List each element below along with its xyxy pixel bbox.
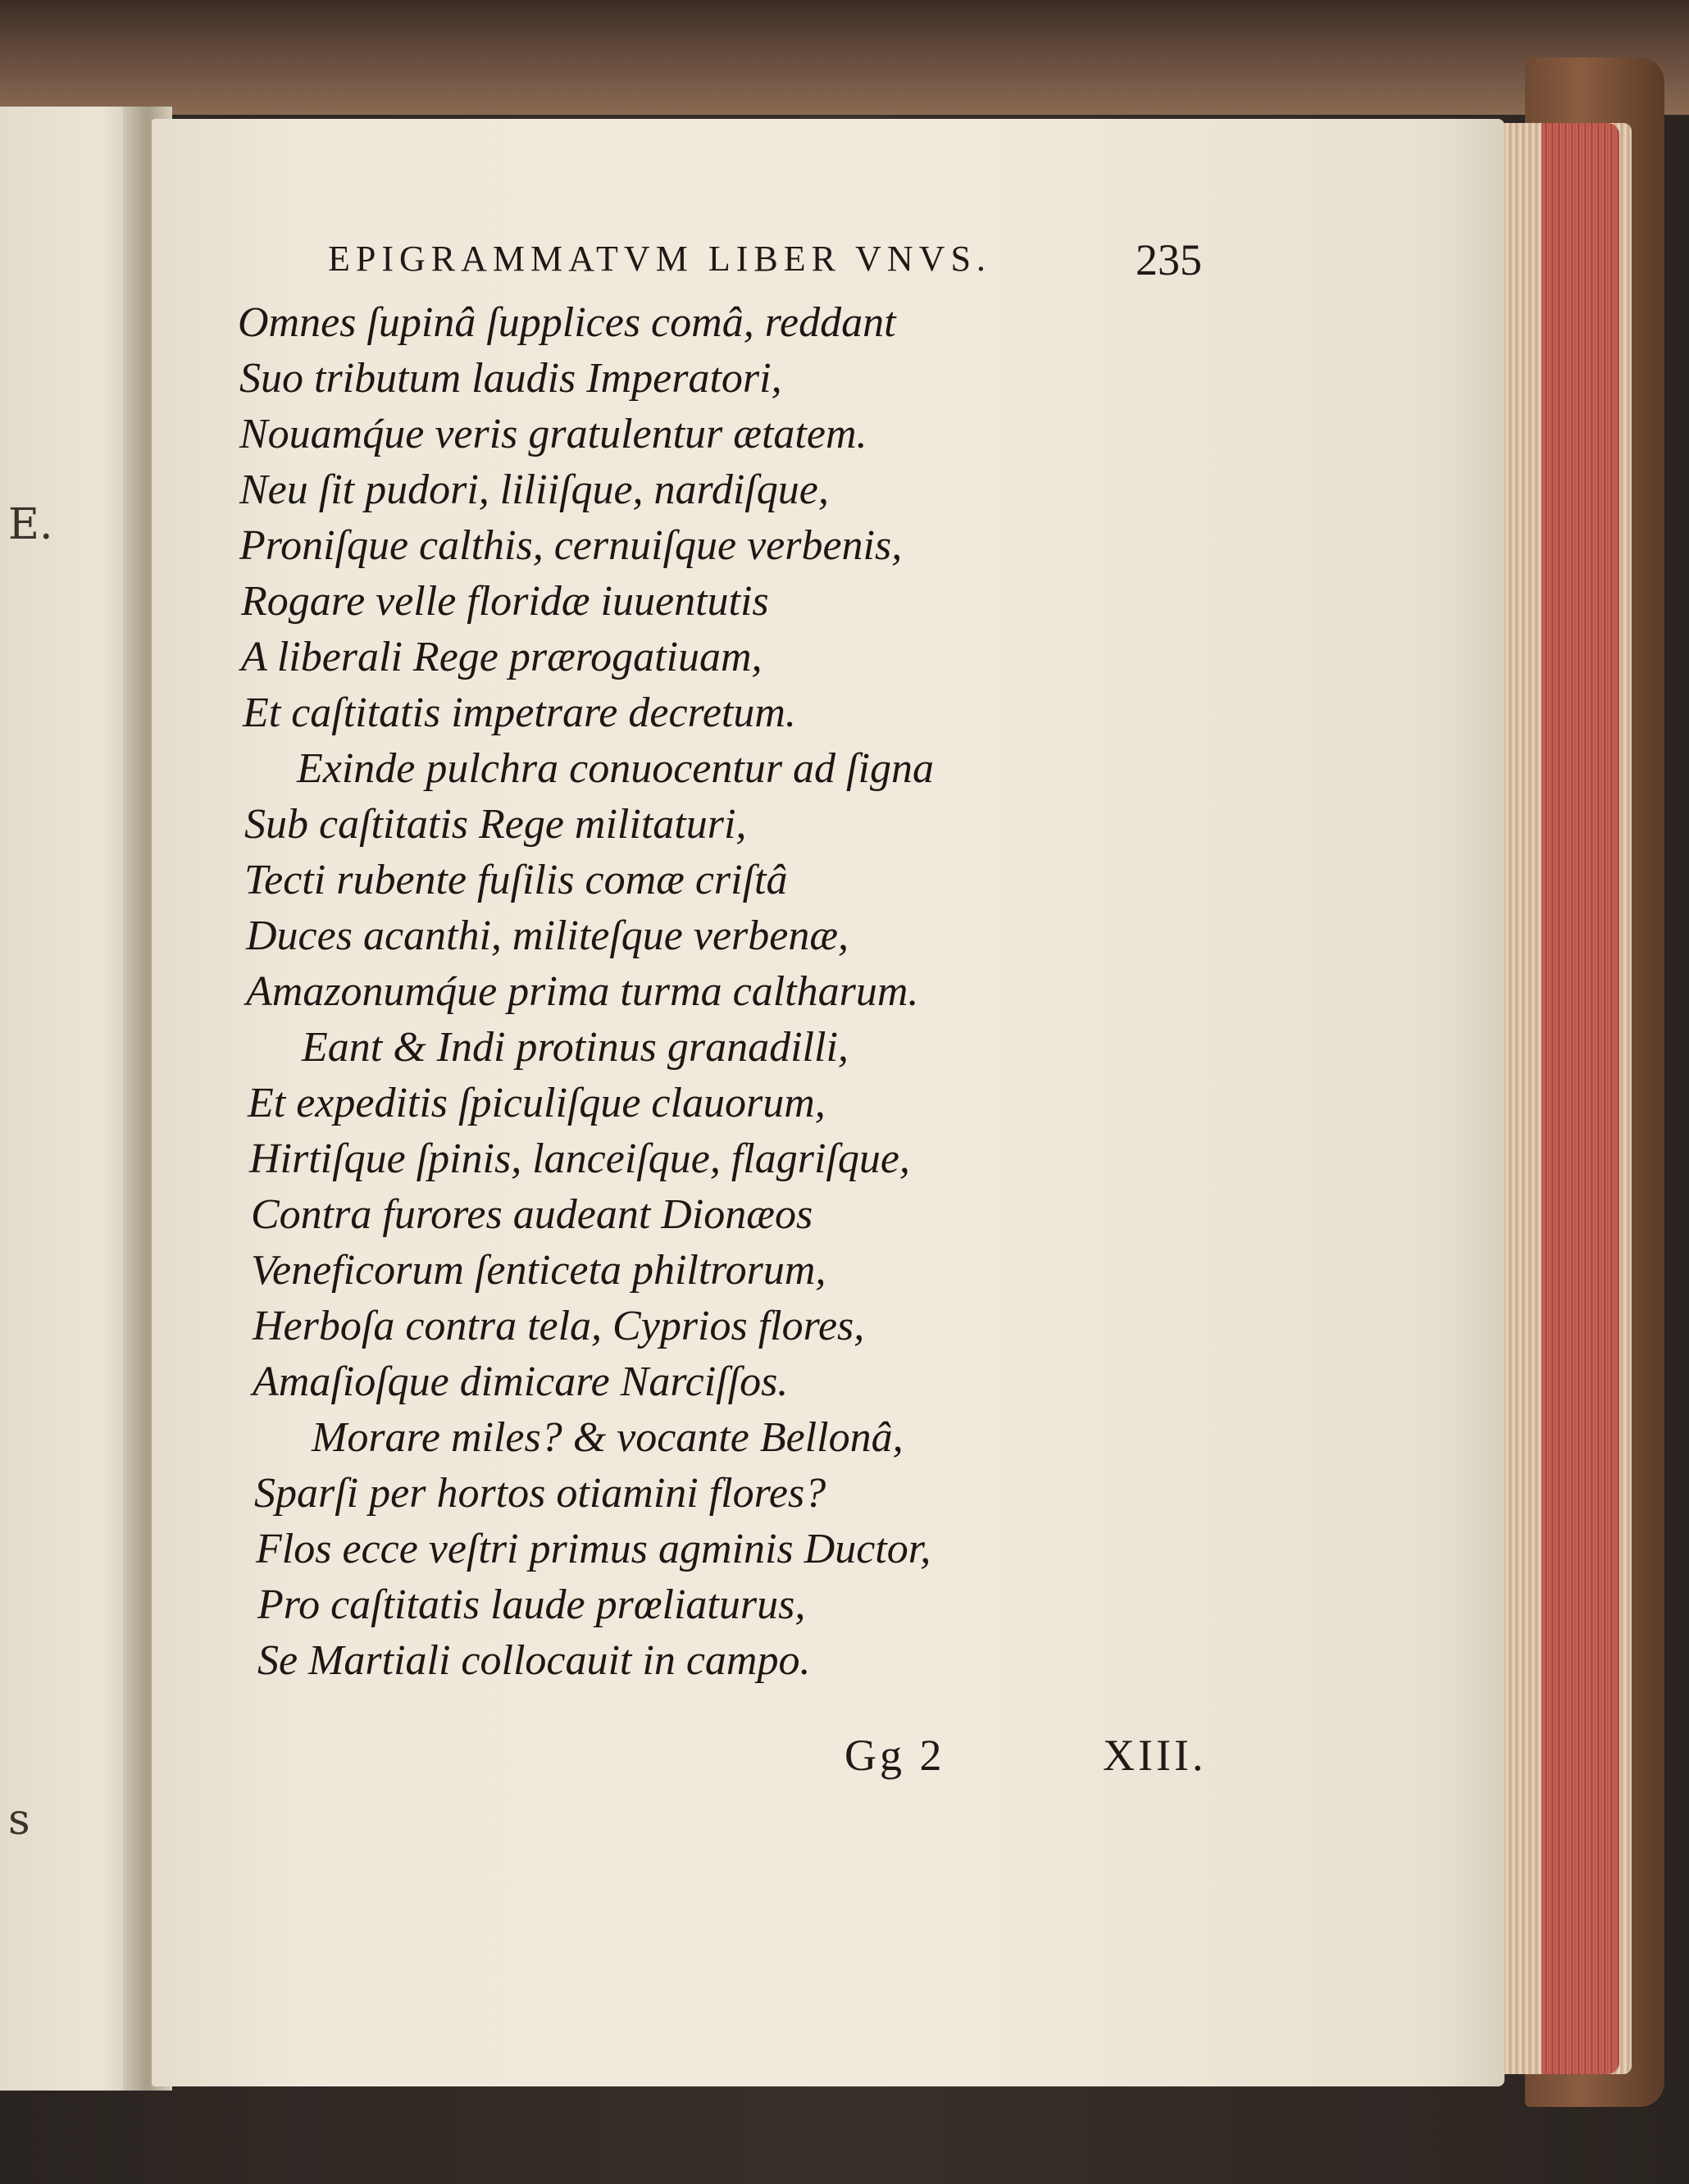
verse-line: Contra furores audeant Dionæos — [251, 1191, 813, 1238]
verse-line: Hirtiſque ſpinis, lanceiſque, flagriſque, — [249, 1135, 910, 1182]
left-page — [0, 107, 143, 2091]
verse-line: Morare miles? & vocante Bellonâ, — [312, 1414, 904, 1461]
red-page-edges — [1541, 123, 1619, 2074]
verse-line: Eant & Indi protinus granadilli, — [302, 1024, 849, 1071]
verse-line: Sparſi per hortos otiamini flores? — [254, 1470, 826, 1517]
verse-line: Omnes ſupinâ ſupplices comâ, reddant — [238, 299, 896, 346]
verse-line: Amazonumq́ue prima turma caltharum. — [246, 968, 919, 1015]
verse-line: Suo tributum laudis Imperatori, — [239, 355, 782, 402]
verse-line: Duces acanthi, militeſque verbenæ, — [246, 912, 849, 959]
signature-mark: Gg 2 — [844, 1731, 945, 1780]
verse-line: Flos ecce veſtri primus agminis Ductor, — [256, 1526, 931, 1572]
left-page-fragment: E. — [8, 500, 53, 549]
verse-line: Proniſque calthis, cernuiſque verbenis, — [239, 522, 903, 569]
book-cover-top — [0, 0, 1689, 115]
verse-line: Neu ſit pudori, liliiſque, nardiſque, — [239, 466, 829, 513]
verse-line: Pro caſtitatis laude prœliaturus, — [257, 1581, 806, 1628]
verse-line: Se Martiali collocauit in campo. — [257, 1637, 811, 1684]
verse-line: A liberali Rege prærogatiuam, — [241, 634, 763, 680]
page-number: 235 — [1136, 235, 1202, 284]
verse-line: Exinde pulchra conuocentur ad ſigna — [297, 745, 934, 792]
verse-line: Tecti rubente fuſilis comæ criſtâ — [244, 857, 788, 903]
verse-line: Veneficorum ſenticeta philtrorum, — [251, 1247, 826, 1294]
verse-line: Nouamq́ue veris gratulentur ætatem. — [239, 411, 867, 457]
verse-line: Rogare velle floridæ iuuentutis — [241, 578, 769, 625]
verse-line: Et expeditis ſpiculiſque clauorum, — [248, 1080, 826, 1126]
left-page-fragment: s — [8, 1795, 30, 1845]
running-head: EPIGRAMMATVM LIBER VNVS. — [328, 239, 991, 279]
catchword: XIII. — [1103, 1731, 1207, 1780]
verse-line: Amaſioſque dimicare Narciſſos. — [253, 1358, 789, 1405]
verse-line: Et caſtitatis impetrare decretum. — [243, 689, 796, 736]
verse-line: Sub caſtitatis Rege militaturi, — [244, 801, 747, 848]
verse-line: Herboſa contra tela, Cyprios flores, — [253, 1303, 865, 1349]
